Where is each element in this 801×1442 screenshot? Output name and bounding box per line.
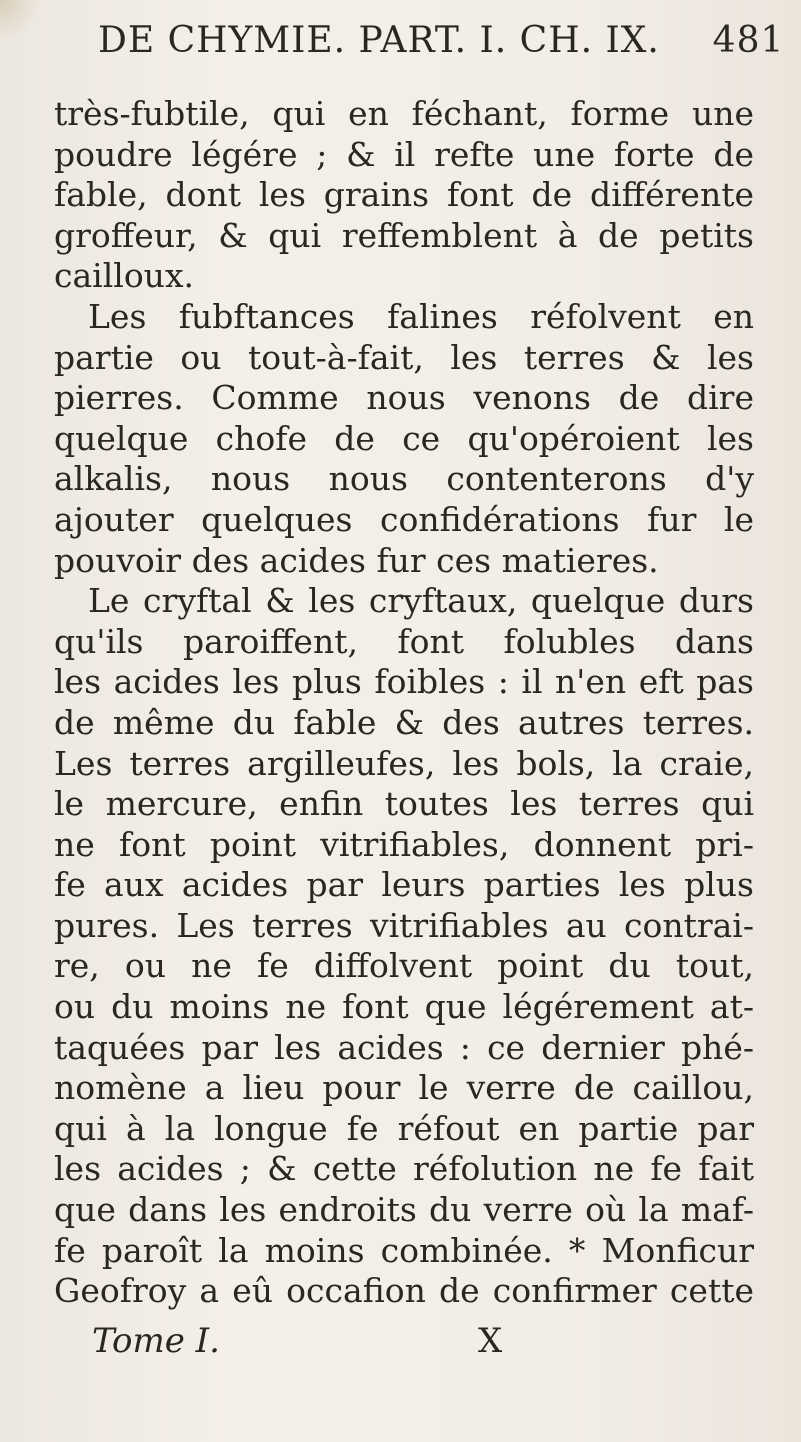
page-footer [92,1321,652,1367]
body-text [54,94,754,1312]
text-line: alkalis, nous nous contenterons d'y [54,459,754,499]
running-head-title: DE CHYMIE. PART. I. CH. IX. [98,20,660,61]
text-line: fable, dont les grains font de différente [54,175,754,215]
volume-label: Tome I. [92,1321,220,1361]
text-line: les acides ; & cette réfolution ne fe fait [54,1149,754,1189]
text-line: pouvoir des acides fur ces matieres. [54,540,659,580]
page-number: 481 [712,20,785,61]
text-line: pierres. Comme nous venons de dire [54,378,754,418]
text-line: re, ou ne fe diffolvent point du tout, [54,946,754,986]
text-line: cailloux. [54,256,195,296]
text-line: ne font point vitrifiables, donnent pri- [54,824,754,864]
text-line: partie ou tout-à-fait, les terres & les [54,337,754,377]
text-line: taquées par les acides : ce dernier phé- [54,1027,754,1067]
text-line: qui à la longue fe réfout en partie par [54,1108,754,1148]
text-line: Les fubftances falines réfolvent en [88,296,754,336]
text-line: de même du fable & des autres terres. [54,702,754,742]
running-head [98,20,784,61]
text-line: ajouter quelques confidérations fur le [54,499,754,539]
text-line: nomène a lieu pour le verre de caillou, [54,1068,754,1108]
text-line: que dans les endroits du verre où la maf- [54,1190,754,1230]
text-line: Geofroy a eû occafion de confirmer cette [54,1271,754,1311]
text-line: les acides les plus foibles : il n'en eft pas [54,662,754,702]
signature-mark: X [478,1321,503,1361]
text-line: qu'ils paroiffent, font folubles dans [54,621,754,661]
text-line: Le cryftal & les cryftaux, quelque durs [88,581,754,621]
page-corner-stain [0,0,40,40]
text-line: le mercure, enfin toutes les terres qui [54,784,754,824]
text-line: très-fubtile, qui en féchant, forme une [54,94,754,133]
text-line: fe aux acides par leurs parties les plus [54,865,754,905]
text-line: poudre légére ; & il refte une forte de [54,134,754,174]
text-line: quelque chofe de ce qu'opéroient les [54,418,754,458]
text-line: Les terres argilleufes, les bols, la craie, [54,743,754,783]
text-line: ou du moins ne font que légérement at- [54,987,754,1027]
text-line: groffeur, & qui reffemblent à de petits [54,215,754,255]
text-line: pures. Les terres vitrifiables au contrai- [54,905,754,945]
text-line: fe paroît la moins combinée. * Monficur [54,1230,754,1270]
